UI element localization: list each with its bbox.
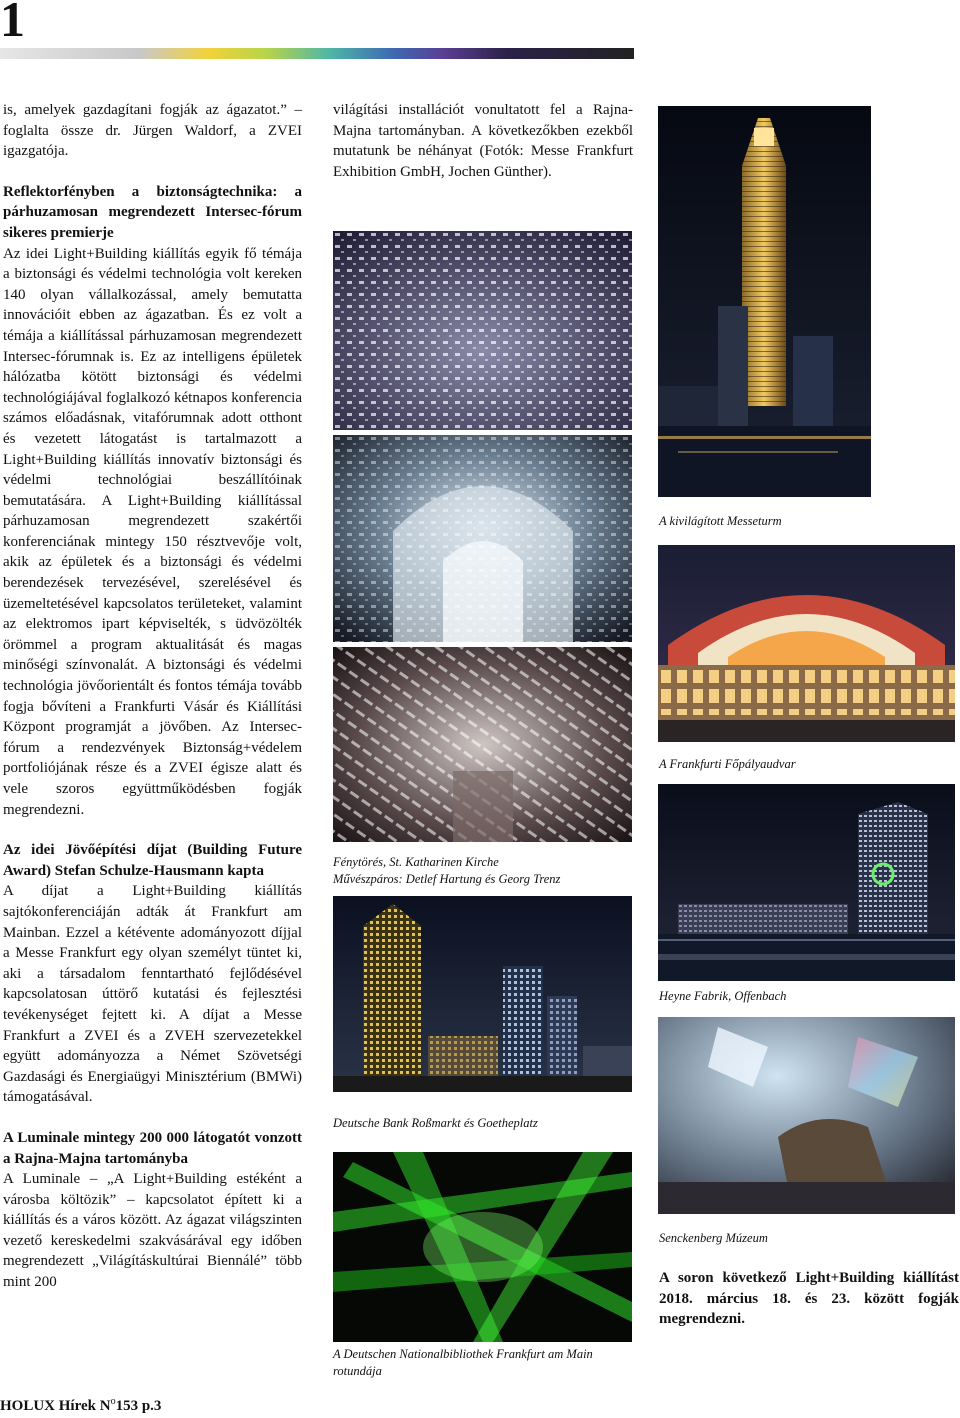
caption-museum-title: Senckenberg Múzeum: [659, 1231, 768, 1245]
photo-messeturm: [658, 106, 871, 497]
footer-issue-page: 153 p.3: [115, 1398, 162, 1414]
column-left: [3, 100, 302, 1293]
page-number: 1: [0, 0, 25, 47]
section-heading-luminale: A Luminale mintegy 200 000 látogatót vonzott a Rajna-Majna tartományba: [3, 1129, 302, 1167]
section-body-intersec: Az idei Light+Building kiállítás egyik fő témája a biztonsági és védelmi technológia volt kereken 140 olyan vállalkozással, amely bemutatta innovációit ebben az ágazatban. És ez volt a témája a kiállítással párhuzamosan megrendezett Intersec-fórumnak is. Ez az intelligens épületek hálózatba kötött biztonsági és védelmi technológiájával foglalkozó kétnapos konferencia számos előadásnak, vitafórumnak adott otthont és vezetett látogatást is tartalmazott a Light+Building kiállítás innovatív biztonsági és védelmi technológiai beszállítóinak bemutatására. A Light+Building kiállítással párhuzamosan megrendezett szakértői konferenciának mintegy 150 résztvevője volt, akik az épületek és a biztonsági és védelmi berendezések tervezésével, szerelésével és üzemeltetésével kapcsolatos területeket, valamint az elektromos ipart képviselték, s üdvözölték örömmel a program aktualitását és magas minőségi színvonalát. A biztonsági és védelmi technológia jövőorientált és fontos témája tovább fogja bővíteni a Frankfurti Vásár és Kiállítási Központ programját a jövőben. Az Intersec-fórum a rendezvények Biztonság+védelem portfoliójának része és a ZVEI égisze alatt és vele szoros együttműködésben fogják megrendezni.: [3, 245, 302, 818]
intro-paragraph: is, amelyek gazdagítani fogják az ágazatot.” – foglalta össze dr. Jürgen Waldorf, a ZVEI igazgatója.: [3, 102, 302, 160]
caption-library-rotunda: rotundája: [333, 1364, 382, 1378]
photo-library-laser: [333, 1152, 632, 1342]
caption-church-title: Fénytörés, St. Katharinen Kirche: [333, 855, 499, 869]
header-color-bar: [0, 48, 634, 59]
photo-church-light-installation: [333, 231, 632, 842]
caption-station: [659, 756, 959, 773]
caption-church: [333, 854, 633, 888]
caption-bank-title: Deutsche Bank Roßmarkt és Goetheplatz: [333, 1116, 538, 1130]
section-heading-award: Az idei Jövőépítési díjat (Building Future Award) Stefan Schulze-Hausmann kapta: [3, 842, 302, 879]
caption-bank: [333, 1115, 633, 1132]
photo-deutsche-bank: [333, 896, 632, 1092]
section-body-luminale: A Luminale – „A Light+Building estéként a városba költözik” – kapcsolatot épített ki a kiállítás és a város között. Az ágazat világszinten vezető kereskedelmi szakvásárával egy időben megrendezett „Világításkultúrai Biennálé” több mint 200: [3, 1171, 302, 1291]
footer-number-sign: o: [110, 1396, 116, 1407]
caption-museum: [659, 1230, 959, 1247]
caption-library: [333, 1346, 633, 1380]
caption-messeturm-title: A kivilágított Messeturm: [659, 514, 782, 528]
photo-senckenberg-museum: [658, 1017, 955, 1214]
caption-church-artists: Művészpáros: Detlef Hartung és Georg Trenz: [333, 872, 561, 886]
caption-library-title: A Deutschen Nationalbibliothek Frankfurt am Main: [333, 1347, 593, 1361]
photo-heyne-fabrik: [658, 784, 955, 981]
column-middle-intro: [333, 100, 633, 182]
next-fair-announcement: A soron következő Light+Building kiállítást 2018. március 18. és 23. között fogják megrendezni.: [659, 1270, 959, 1327]
caption-heyne: [659, 988, 959, 1005]
footer-magazine: HOLUX Hírek N: [0, 1398, 111, 1414]
photo-intro-paragraph: világítási installációt vonultatott fel a Rajna-Majna tartományban. A következőkben ezekből mutatunk be néhányat (Fotók: Messe Frankfurt Exhibition GmbH, Jochen Günther).: [333, 102, 633, 180]
caption-messeturm: [659, 513, 959, 530]
caption-station-title: A Frankfurti Főpályaudvar: [659, 757, 796, 771]
page-footer: [0, 1396, 161, 1415]
section-heading-intersec: Reflektorfényben a biztonságtechnika: a párhuzamosan megrendezett Intersec-fórum sikeres premierje: [3, 183, 302, 241]
section-body-award: A díjat a Light+Building kiállítás sajtókonferenciáján adták át Frankfurt am Mainban. Ezzel a kétévente adományozott díjjal a Messe Frankfurt egy olyan személyt tüntet ki, aki a társadalom fenntartható fejlődésével kapcsolatosan úttörő kutatási és fejlesztési tevékenységet fejtett ki. A díjat a Messe Frankfurt a ZVEI és a ZVEH szervezetekkel együtt adományozza a Német Szövetségi Gazdasági és Energiaügyi Minisztérium (BMWi) támogatásával.: [3, 883, 302, 1106]
photo-hauptbahnhof: [658, 545, 955, 742]
caption-heyne-title: Heyne Fabrik, Offenbach: [659, 989, 787, 1003]
